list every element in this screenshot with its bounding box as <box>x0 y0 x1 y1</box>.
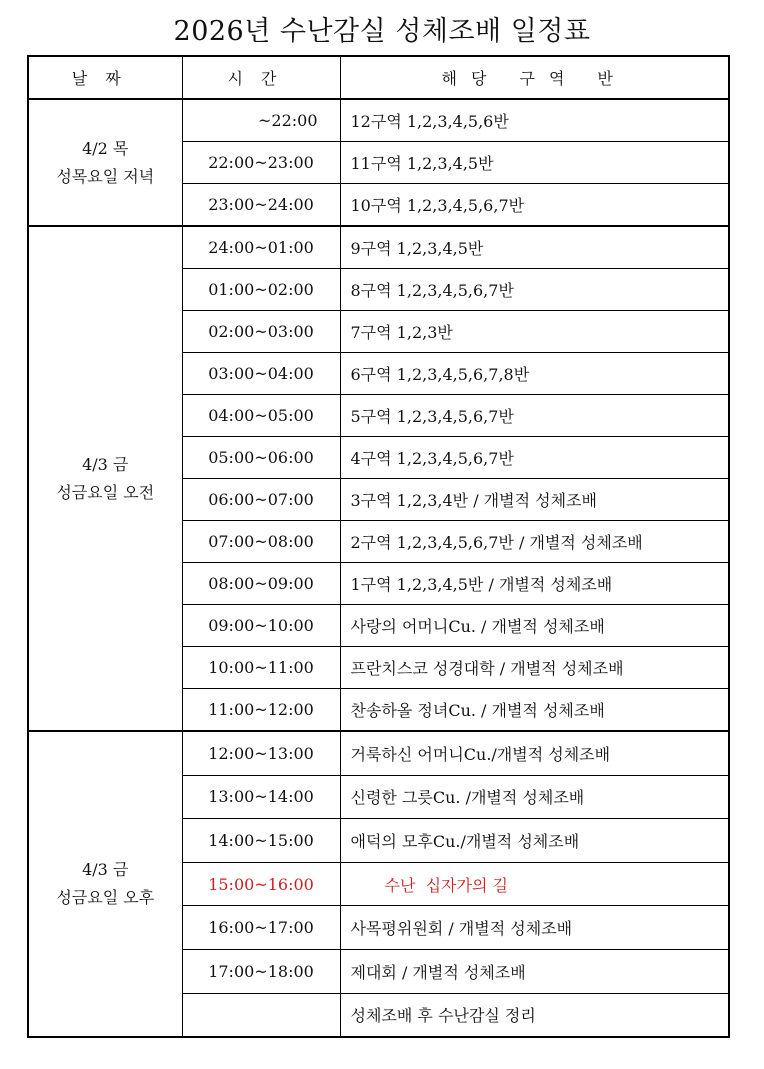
time-cell: 23:00~24:00 <box>182 184 340 227</box>
area-cell: 4구역 1,2,3,4,5,6,7반 <box>340 437 729 479</box>
date-cell <box>28 226 182 731</box>
time-cell: 04:00~05:00 <box>182 395 340 437</box>
time-cell: ~22:00 <box>182 99 340 142</box>
area-cell: 5구역 1,2,3,4,5,6,7반 <box>340 395 729 437</box>
area-cell: 11구역 1,2,3,4,5반 <box>340 142 729 184</box>
area-cell: 6구역 1,2,3,4,5,6,7,8반 <box>340 353 729 395</box>
time-cell: 17:00~18:00 <box>182 949 340 993</box>
schedule-table <box>27 55 730 1038</box>
date-line: 4/3 금 <box>82 454 129 474</box>
area-cell: 10구역 1,2,3,4,5,6,7반 <box>340 184 729 227</box>
area-cell: 제대회 / 개별적 성체조배 <box>340 949 729 993</box>
page-title: 2026년 수난감실 성체조배 일정표 <box>173 16 591 47</box>
area-cell: 사목평위원회 / 개별적 성체조배 <box>340 906 729 950</box>
area-cell: 프란치스코 성경대학 / 개별적 성체조배 <box>340 647 729 689</box>
time-cell: 12:00~13:00 <box>182 731 340 775</box>
time-cell: 03:00~04:00 <box>182 353 340 395</box>
time-cell: 16:00~17:00 <box>182 906 340 950</box>
time-cell: 09:00~10:00 <box>182 605 340 647</box>
day-label: 성목요일 저녁 <box>56 166 155 186</box>
time-cell-highlight: 15:00~16:00 <box>182 862 340 906</box>
area-cell: 찬송하올 정녀Cu. / 개별적 성체조배 <box>340 689 729 732</box>
table-row <box>28 731 729 775</box>
area-cell: 2구역 1,2,3,4,5,6,7반 / 개별적 성체조배 <box>340 521 729 563</box>
time-cell: 13:00~14:00 <box>182 775 340 819</box>
header-row <box>28 56 729 99</box>
area-cell: 거룩하신 어머니Cu./개별적 성체조배 <box>340 731 729 775</box>
date-cell <box>28 731 182 1037</box>
time-cell: 10:00~11:00 <box>182 647 340 689</box>
time-cell: 06:00~07:00 <box>182 479 340 521</box>
time-cell: 08:00~09:00 <box>182 563 340 605</box>
area-cell: 7구역 1,2,3반 <box>340 311 729 353</box>
area-cell: 3구역 1,2,3,4반 / 개별적 성체조배 <box>340 479 729 521</box>
area-cell: 성체조배 후 수난감실 정리 <box>340 993 729 1037</box>
area-cell: 1구역 1,2,3,4,5반 / 개별적 성체조배 <box>340 563 729 605</box>
time-cell: 14:00~15:00 <box>182 819 340 863</box>
time-cell: 01:00~02:00 <box>182 269 340 311</box>
area-cell: 8구역 1,2,3,4,5,6,7반 <box>340 269 729 311</box>
time-cell: 02:00~03:00 <box>182 311 340 353</box>
group-friday-afternoon <box>28 731 729 1037</box>
time-cell: 11:00~12:00 <box>182 689 340 732</box>
area-cell: 12구역 1,2,3,4,5,6반 <box>340 99 729 142</box>
time-cell: 24:00~01:00 <box>182 226 340 269</box>
day-label: 성금요일 오후 <box>56 888 155 908</box>
header-date: 날짜 <box>28 56 182 99</box>
date-line: 4/2 목 <box>82 138 129 158</box>
area-cell: 9구역 1,2,3,4,5반 <box>340 226 729 269</box>
time-cell: 07:00~08:00 <box>182 521 340 563</box>
table-row <box>28 226 729 269</box>
day-label: 성금요일 오전 <box>56 482 155 502</box>
area-cell: 사랑의 어머니Cu. / 개별적 성체조배 <box>340 605 729 647</box>
time-cell: 05:00~06:00 <box>182 437 340 479</box>
group-friday-morning <box>28 226 729 731</box>
date-line: 4/3 금 <box>82 860 129 880</box>
area-cell: 신령한 그릇Cu. /개별적 성체조배 <box>340 775 729 819</box>
group-thursday-evening <box>28 99 729 226</box>
time-cell <box>182 993 340 1037</box>
header-area: 해당 구역 반 <box>340 56 729 99</box>
area-cell: 애덕의 모후Cu./개별적 성체조배 <box>340 819 729 863</box>
date-cell <box>28 99 182 226</box>
area-cell-highlight: 수난 십자가의 길 <box>340 862 729 906</box>
header-time: 시간 <box>182 56 340 99</box>
table-row <box>28 99 729 142</box>
time-cell: 22:00~23:00 <box>182 142 340 184</box>
